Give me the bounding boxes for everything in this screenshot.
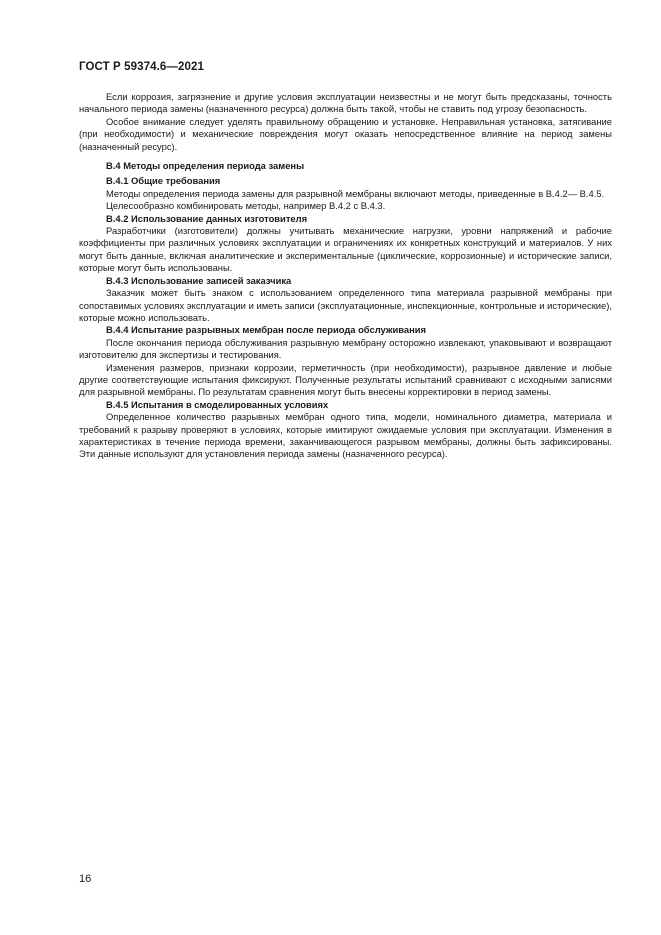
paragraph-corrosion-unknown: Если коррозия, загрязнение и другие условия эксплуатации неизвестны и не могут быть предсказаны, точность начального периода замены (назначенного ресурса) должна быть такой, чтобы не ставить под угрозу безопасность.	[79, 91, 612, 115]
paragraph-manufacturer-data: Разработчики (изготовители) должны учитывать механические нагрузки, уровни напряжений и рабочие коэффициенты при различных условиях эксплуатации и ограничениях их конкретных конструкций и материалов. У них могут быть данные, включая аналитические и экспериментальные (циклические, коррозионные) и исторические записи, которые могут быть использованы.	[79, 225, 612, 274]
subsection-heading-b44: В.4.4 Испытание разрывных мембран после периода обслуживания	[106, 324, 427, 336]
paragraph-combine-methods: Целесообразно комбинировать методы, например В.4.2 с В.4.3.	[106, 200, 386, 212]
document-header: ГОСТ Р 59374.6—2021	[79, 61, 204, 73]
subsection-heading-b41: В.4.1 Общие требования	[106, 175, 221, 187]
paragraph-handling-installation: Особое внимание следует уделять правильному обращению и установке. Неправильная установка, затягивание (при необходимости) и механические повреждения могут оказать непосредственное влияние на период замены (назначенный ресурс).	[79, 115, 612, 152]
paragraph-after-service: После окончания периода обслуживания разрывную мембрану осторожно извлекают, упаковывают и возвращают изготовителю для экспертизы и тестирования.	[79, 336, 612, 361]
document-body	[79, 91, 612, 461]
paragraph-test-comparison: Изменения размеров, признаки коррозии, герметичность (при необходимости), разрывное давление и любые другие соответствующие испытания фиксируют. Полученные результаты испытаний сравнивают с исходными записями для разрывной мембраны. По результатам сравнения могут быть внесены корректировки в период замены.	[79, 361, 612, 398]
subsection-heading-b42: В.4.2 Использование данных изготовителя	[106, 212, 308, 224]
paragraph-customer-records: Заказчик может быть знаком с использованием определенного типа материала разрывной мембраны при сопоставимых условиях эксплуатации и иметь записи (эксплуатационные, инспекционные, контрольные и исторические), которые можно использовать.	[79, 287, 612, 323]
section-heading-b4: В.4 Методы определения периода замены	[106, 160, 305, 172]
subsection-heading-b45: В.4.5 Испытания в смоделированных условиях	[106, 398, 329, 410]
page-number: 16	[79, 873, 92, 885]
paragraph-simulated-conditions: Определенное количество разрывных мембран одного типа, модели, номинального диаметра, материала и требований к разрыву проверяют в условиях, которые имитируют ожидаемые условия при эксплуатации. Изменения в характеристиках в течение периода времени, заканчивающегося разрывом мембраны, должны быть зафиксированы. Эти данные используют для установления периода замены (назначенного ресурса).	[79, 411, 612, 460]
subsection-heading-b43: В.4.3 Использование записей заказчика	[106, 274, 292, 286]
paragraph-methods-include: Методы определения периода замены для разрывной мембраны включают методы, приведенные в В.4.2— В.4.5.	[106, 187, 605, 199]
